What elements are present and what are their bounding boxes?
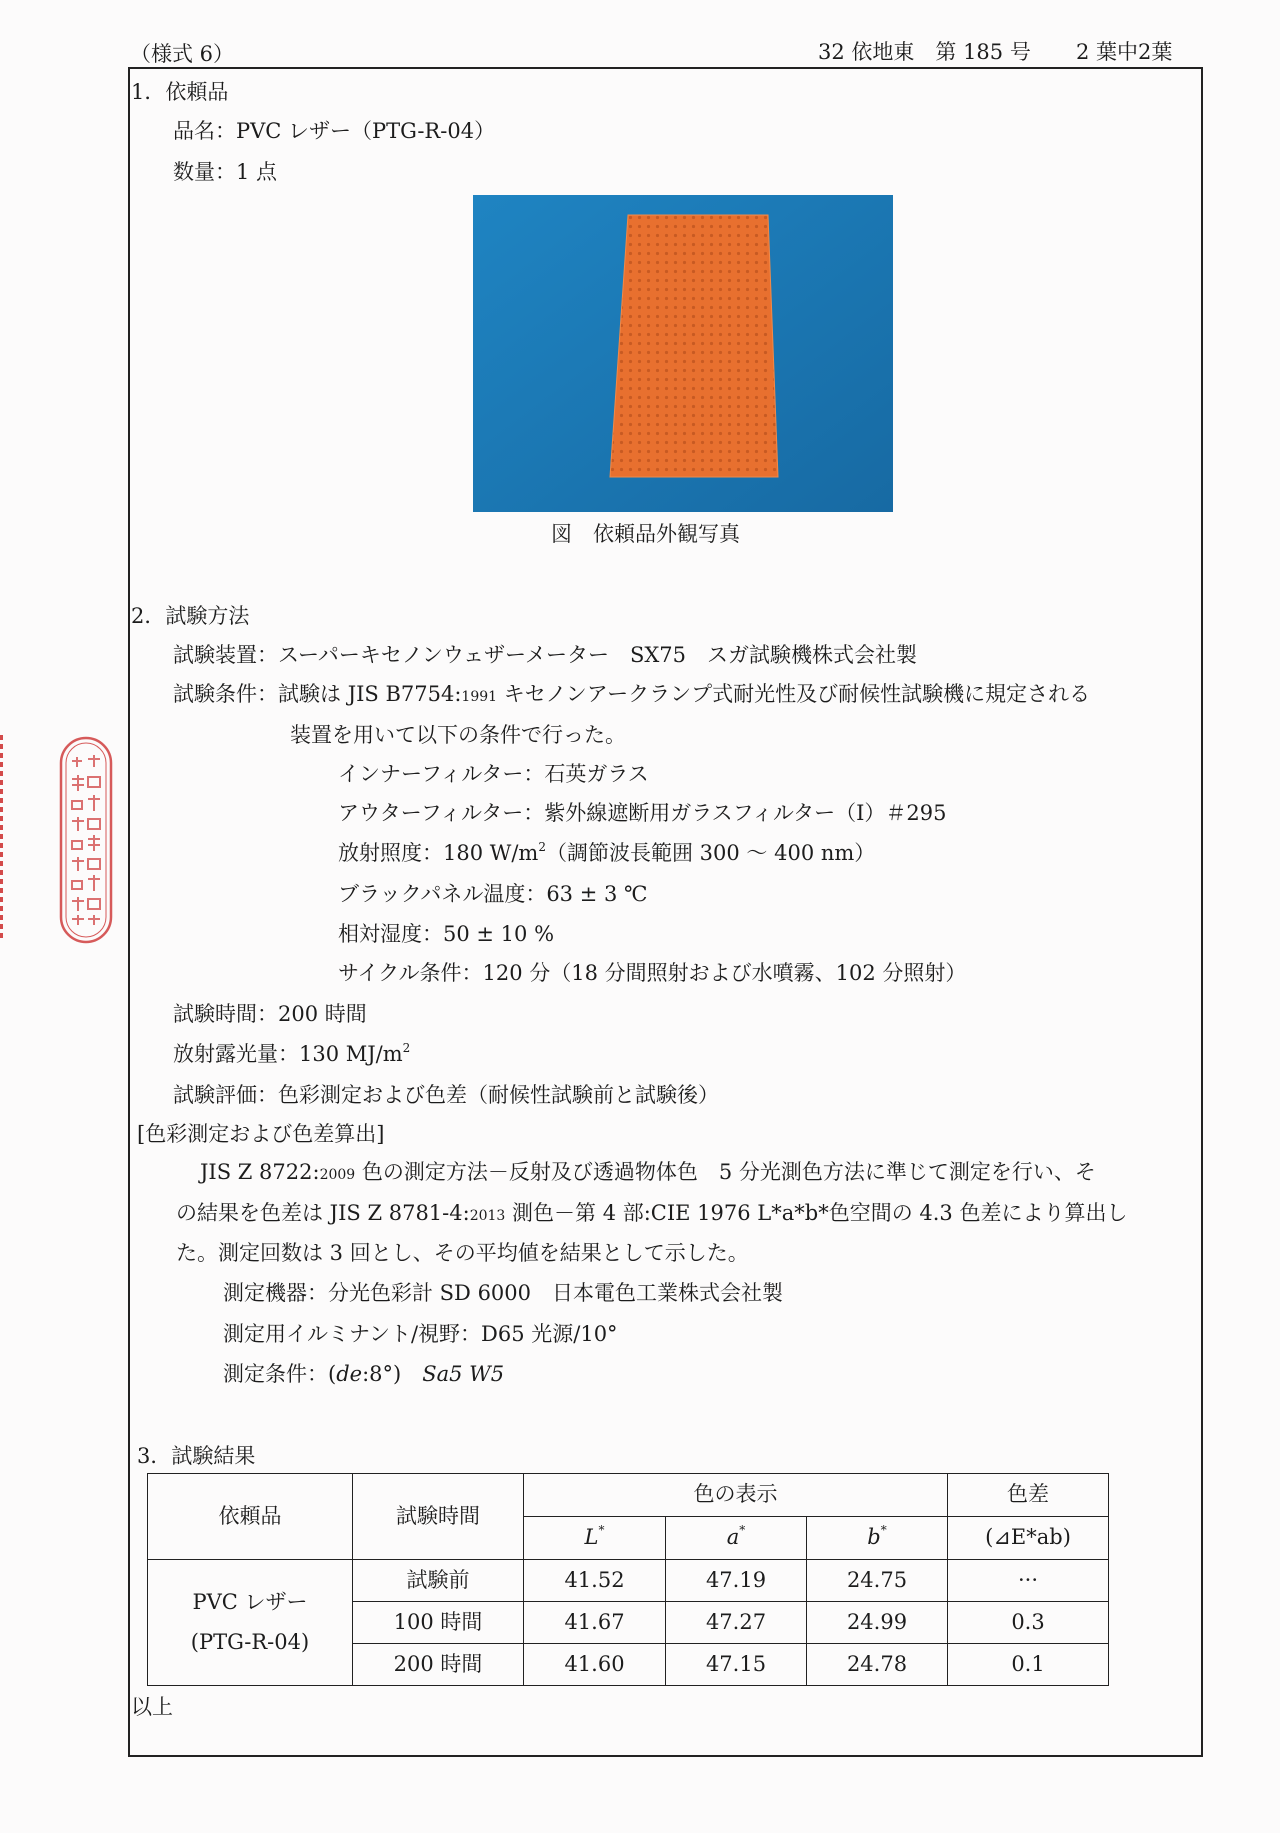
photo-caption: 図 依頼品外観写真 <box>551 522 740 546</box>
section2-heading: 2．試験方法 <box>131 604 250 628</box>
method-paragraph-line2: の結果を色差は JIS Z 8781-4:2013 測色－第 4 部:CIE 1976 L*a*b*色空間の 4.3 色差により算出し <box>176 1201 1128 1225</box>
cell-L: 41.52 <box>524 1560 666 1602</box>
header-delta-e-unit: (⊿E*ab) <box>948 1517 1109 1560</box>
page-count: 2 葉中2葉 <box>1076 40 1173 64</box>
cell-b: 24.78 <box>807 1644 948 1686</box>
test-evaluation: 試験評価：色彩測定および色差（耐候性試験前と試験後） <box>173 1083 719 1107</box>
cell-L: 41.60 <box>524 1644 666 1686</box>
test-conditions-line1: 試験条件：試験は JIS B7754:1991 キセノンアークランプ式耐光性及び耐候性試験機に規定される <box>173 682 1091 706</box>
outer-filter: アウターフィルター：紫外線遮断用ガラスフィルター（Ⅰ）＃295 <box>338 801 947 825</box>
relative-humidity: 相対湿度：50 ± 10 % <box>338 922 555 946</box>
section3-heading: 3．試験結果 <box>137 1444 256 1468</box>
test-time: 試験時間：200 時間 <box>173 1002 367 1026</box>
header-color-difference: 色差 <box>948 1474 1109 1517</box>
sample-name-cell: PVC レザー (PTG-R-04) <box>148 1560 353 1686</box>
cell-delta-e: 0.3 <box>948 1602 1109 1644</box>
official-seal-stamp <box>58 735 114 945</box>
cell-L: 41.67 <box>524 1602 666 1644</box>
cell-a: 47.27 <box>666 1602 807 1644</box>
cell-delta-e: ··· <box>948 1560 1109 1602</box>
illuminant-observer: 測定用イルミナント/視野：D65 光源/10° <box>223 1322 618 1346</box>
measuring-instrument: 測定機器：分光色彩計 SD 6000 日本電色工業株式会社製 <box>223 1281 784 1305</box>
sample-photo <box>473 195 893 512</box>
color-measurement-heading: [色彩測定および色差算出] <box>137 1122 385 1146</box>
header-a: a* <box>666 1517 807 1560</box>
header-b: b* <box>807 1517 948 1560</box>
cell-a: 47.15 <box>666 1644 807 1686</box>
specimen-image <box>473 195 893 512</box>
results-table <box>147 1473 1109 1686</box>
item-name: 品名：PVC レザー（PTG-R-04） <box>173 119 496 143</box>
test-conditions-line2: 装置を用いて以下の条件で行った。 <box>290 723 626 747</box>
header-color-display: 色の表示 <box>524 1474 948 1517</box>
test-apparatus: 試験装置：スーパーキセノンウェザーメーター SX75 スガ試験機株式会社製 <box>173 643 918 667</box>
cell-time: 100 時間 <box>353 1602 524 1644</box>
table-header-row <box>148 1474 1109 1517</box>
cell-time: 試験前 <box>353 1560 524 1602</box>
cell-delta-e: 0.1 <box>948 1644 1109 1686</box>
cell-b: 24.75 <box>807 1560 948 1602</box>
radiant-exposure: 放射露光量：130 $MJ/m^2$ <box>173 1041 411 1066</box>
header-sample: 依頼品 <box>148 1474 353 1560</box>
header-test-time: 試験時間 <box>353 1474 524 1560</box>
inner-filter: インナーフィルター：石英ガラス <box>338 762 649 786</box>
measurement-condition: 測定条件：(de:8°) Sa5 W5 <box>223 1362 505 1386</box>
cell-b: 24.99 <box>807 1602 948 1644</box>
document-number: 32 依地東 第 185 号 <box>818 40 1031 64</box>
section1-heading: 1．依頼品 <box>131 80 229 104</box>
end-mark: 以上 <box>131 1695 173 1719</box>
cell-time: 200 時間 <box>353 1644 524 1686</box>
form-label: （様式 6） <box>130 42 235 66</box>
irradiance: 放射照度：180 $W/m^2$（調節波長範囲 300 ～ 400 nm） <box>338 840 876 865</box>
method-paragraph-line1: JIS Z 8722:2009 色の測定方法－反射及び透過物体色 5 分光測色方法に準じて測定を行い、そ <box>200 1160 1096 1184</box>
black-panel-temperature: ブラックパネル温度：63 ± 3 ℃ <box>338 882 648 906</box>
cycle-condition: サイクル条件：120 分（18 分間照射および水噴霧、102 分照射） <box>338 961 967 985</box>
cell-a: 47.19 <box>666 1560 807 1602</box>
header-L: L* <box>524 1517 666 1560</box>
item-quantity: 数量：1 点 <box>173 160 278 184</box>
table-row <box>148 1560 1109 1602</box>
method-paragraph-line3: た。測定回数は 3 回とし、その平均値を結果として示した。 <box>176 1241 749 1265</box>
perforation-mark <box>0 735 3 940</box>
